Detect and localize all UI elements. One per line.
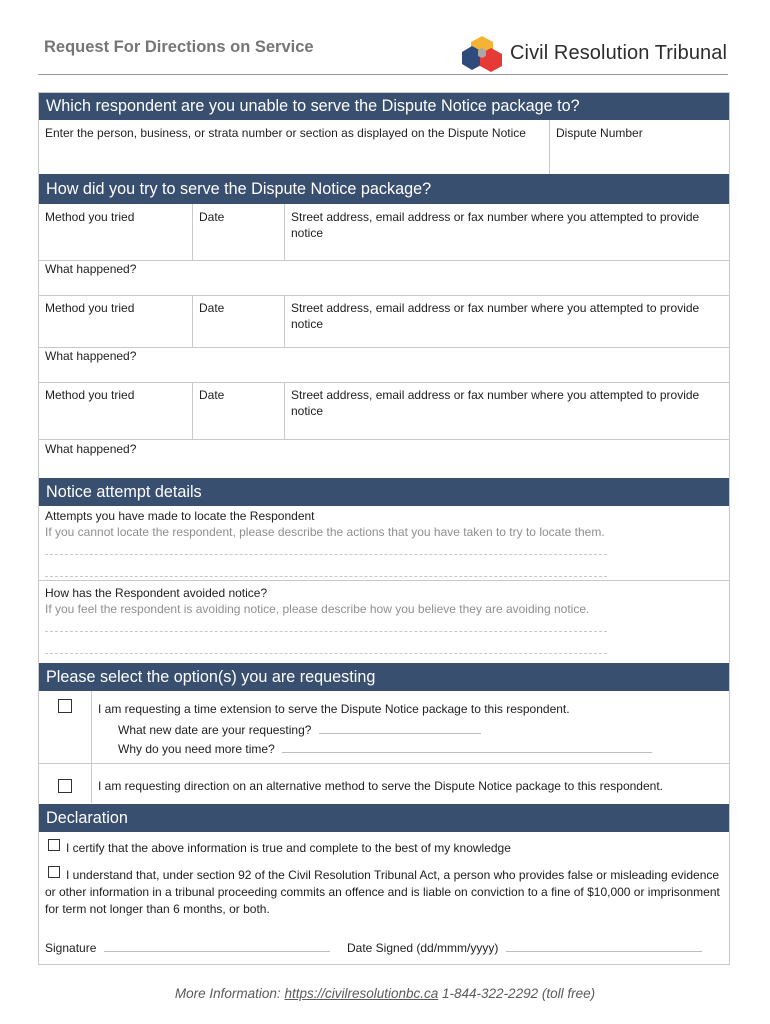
avoided-notice-field[interactable] — [39, 580, 729, 660]
signature-label: Signature — [45, 941, 97, 955]
header-divider — [38, 74, 728, 75]
date-signed-input[interactable] — [506, 940, 702, 952]
divider — [39, 763, 729, 764]
method-label: Method you tried — [45, 210, 135, 224]
logo-text: Civil Resolution Tribunal — [510, 41, 728, 64]
avoided-notice-label: How has the Respondent avoided notice? — [45, 586, 268, 600]
date-label: Date — [199, 301, 225, 315]
footer — [0, 986, 770, 1001]
reason-label: Why do you need more time? — [118, 742, 275, 756]
answer-line — [45, 554, 607, 555]
date-signed-label: Date Signed (dd/mmm/yyyy) — [347, 941, 499, 955]
date-field[interactable] — [193, 382, 284, 439]
address-label: Street address, email address or fax number where you attempted to provide notice — [291, 210, 700, 240]
divider — [91, 691, 92, 803]
crt-logo-icon — [462, 34, 502, 72]
address-label: Street address, email address or fax number where you attempted to provide notice — [291, 301, 700, 331]
date-signed-row — [347, 940, 702, 957]
new-date-row — [118, 722, 481, 739]
section-notice-attempt-heading: Notice attempt details — [39, 478, 729, 506]
what-happened-field[interactable] — [39, 256, 729, 291]
section-respondent-heading: Which respondent are you unable to serve the Dispute Notice package to? — [39, 93, 729, 120]
understand-label: I understand that, under section 92 of the Civil Resolution Tribunal Act, a person who provides false or misleading evidence or other information in a tribunal proceeding commits an offence and is liable on conviction to a fine of $10,000 or imprisonment for term not longer than 6 months, or both. — [45, 868, 720, 916]
certify-checkbox[interactable] — [48, 839, 60, 851]
section-options-heading: Please select the option(s) you are requesting — [39, 663, 729, 691]
alternative-method-checkbox[interactable] — [58, 779, 72, 793]
address-field[interactable] — [285, 204, 729, 260]
locate-attempts-field[interactable] — [39, 503, 729, 583]
time-extension-label: I am requesting a time extension to serve the Dispute Notice package to this respondent. — [98, 702, 570, 716]
what-happened-field[interactable] — [39, 436, 729, 478]
avoided-notice-hint: If you feel the respondent is avoiding notice, please describe how you believe they are avoiding notice. — [45, 602, 590, 616]
method-field[interactable] — [39, 382, 192, 439]
method-label: Method you tried — [45, 301, 135, 315]
what-happened-label: What happened? — [45, 349, 137, 363]
page-title: Request For Directions on Service — [44, 38, 314, 56]
section-declaration-heading: Declaration — [39, 804, 729, 832]
new-date-label: What new date are your requesting? — [118, 723, 312, 737]
reason-row — [118, 741, 652, 758]
respondent-field-label: Enter the person, business, or strata number or section as displayed on the Dispute Notice — [45, 126, 526, 140]
what-happened-field[interactable] — [39, 343, 729, 379]
method-field[interactable] — [39, 204, 192, 260]
what-happened-label: What happened? — [45, 442, 137, 456]
date-label: Date — [199, 388, 225, 402]
method-label: Method you tried — [45, 388, 135, 402]
footer-prefix: More Information: — [174, 986, 285, 1001]
answer-line — [45, 576, 607, 577]
time-extension-checkbox[interactable] — [58, 699, 72, 713]
method-field[interactable] — [39, 295, 192, 347]
crt-logo — [462, 34, 727, 72]
answer-line — [45, 653, 607, 654]
locate-attempts-hint: If you cannot locate the respondent, please describe the actions that you have taken to try to locate them. — [45, 525, 605, 539]
dispute-number-label: Dispute Number — [556, 126, 643, 140]
respondent-field[interactable] — [39, 120, 549, 174]
address-field[interactable] — [285, 295, 729, 347]
reason-input[interactable] — [282, 741, 652, 753]
footer-phone: 1-844-322-2292 (toll free) — [438, 986, 596, 1001]
date-field[interactable] — [193, 295, 284, 347]
answer-line — [45, 631, 607, 632]
signature-input[interactable] — [104, 940, 330, 952]
what-happened-label: What happened? — [45, 262, 137, 276]
signature-row — [45, 940, 330, 957]
page-header — [38, 34, 728, 74]
website-link[interactable]: https://civilresolutionbc.ca — [284, 986, 439, 1001]
locate-attempts-label: Attempts you have made to locate the Respondent — [45, 509, 315, 523]
section-service-attempts-heading: How did you try to serve the Dispute Notice package? — [39, 174, 729, 204]
certify-label: I certify that the above information is true and complete to the best of my knowledge — [66, 841, 511, 855]
date-label: Date — [199, 210, 225, 224]
new-date-input[interactable] — [319, 722, 481, 734]
date-field[interactable] — [193, 204, 284, 260]
address-label: Street address, email address or fax number where you attempted to provide notice — [291, 388, 700, 418]
alternative-method-label: I am requesting direction on an alternative method to serve the Dispute Notice package to this respondent. — [98, 779, 663, 793]
dispute-number-field[interactable] — [550, 120, 730, 174]
address-field[interactable] — [285, 382, 729, 439]
form-container — [38, 92, 730, 965]
